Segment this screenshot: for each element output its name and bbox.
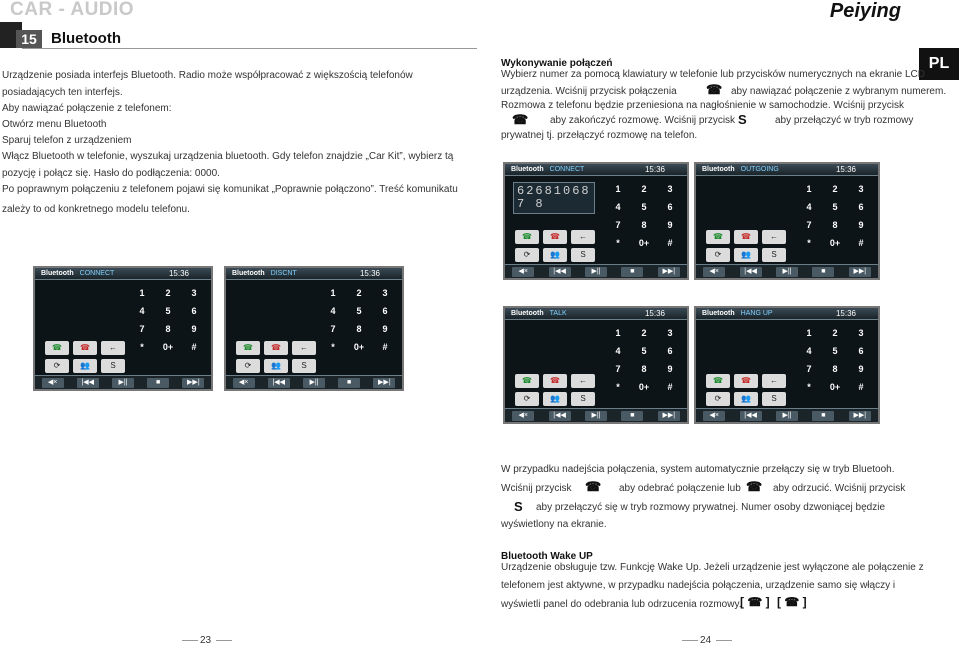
keypad-key[interactable]: 8 [832,364,838,374]
keypad-key[interactable]: 9 [667,220,673,230]
screen-status: TALK [549,310,567,317]
keypad-key[interactable]: * [616,238,620,248]
keypad-key[interactable]: 8 [641,364,647,374]
keypad-key[interactable]: 4 [330,306,336,316]
answer-call-icon[interactable]: ☎ [236,341,260,355]
keypad-key[interactable]: # [667,382,673,392]
private-mode-icon[interactable]: S [571,248,595,262]
screen-status: CONNECT [79,270,115,277]
keypad-key[interactable]: 3 [382,288,388,298]
keypad-key[interactable]: 7 [806,220,812,230]
refresh-icon[interactable]: ⟳ [706,392,730,406]
backspace-icon[interactable]: ← [292,341,316,355]
media-controls [226,375,402,389]
stop-icon[interactable]: ■ [621,267,643,277]
right-text-line: Rozmowa z telefonu będzie przeniesiona na nagłośnienie w samochodzie. Wciśnij przycisk [501,100,904,111]
screen-header [505,308,687,320]
keypad-key[interactable]: 4 [139,306,145,316]
keypad-key[interactable]: 0+ [829,238,841,248]
keypad [605,180,683,252]
media-controls [696,264,878,278]
play-pause-icon[interactable]: ▶|| [585,411,607,421]
screen-title: Bluetooth [41,270,74,277]
keypad-key[interactable]: * [807,382,811,392]
call-controls [706,374,796,406]
keypad-key[interactable]: 6 [382,306,388,316]
previous-icon[interactable]: |◀◀ [740,267,762,277]
keypad-key[interactable]: 1 [330,288,336,298]
keypad-key[interactable]: 2 [832,328,838,338]
phone-icon: ☎ [706,82,723,97]
contacts-icon[interactable]: 👥 [543,248,567,262]
screen-header [696,164,878,176]
keypad-key[interactable]: 5 [641,202,647,212]
keypad-key[interactable]: 3 [667,328,673,338]
refresh-icon[interactable]: ⟳ [45,359,69,373]
keypad-key[interactable]: # [667,238,673,248]
left-text-line: Urządzenie posiada interfejs Bluetooth. Radio może współpracować z większością telefonów [2,70,413,81]
mute-icon[interactable]: ◀× [42,378,64,388]
private-mode-icon[interactable]: S [571,392,595,406]
keypad-key[interactable]: 2 [641,328,647,338]
screen-status: HANG UP [740,310,773,317]
phone-icon: ☎ [512,112,529,127]
backspace-icon[interactable]: ← [571,230,595,244]
keypad [129,284,207,356]
keypad-key[interactable]: 6 [858,202,864,212]
phone-icon: [ ☎ ] [740,595,770,609]
keypad-key[interactable]: 1 [806,328,812,338]
keypad-key[interactable]: # [191,342,197,352]
keypad-key[interactable]: 4 [615,202,621,212]
play-pause-icon[interactable]: ▶|| [776,267,798,277]
page-rule [182,640,198,641]
screen-clock: 15:36 [168,269,189,278]
screen-title: Bluetooth [511,166,544,173]
private-mode-icon[interactable]: S [101,359,125,373]
screen-status: DISCNT [270,270,297,277]
call-controls [515,230,605,262]
page-number: 24 [700,635,712,645]
keypad-key[interactable]: * [616,382,620,392]
right-text-line: aby zakończyć rozmowę. Wciśnij przycisk [550,115,736,126]
stop-icon[interactable]: ■ [812,267,834,277]
brand-logo: Peiying [829,0,901,22]
play-pause-icon[interactable]: ▶|| [585,267,607,277]
keypad [320,284,398,356]
keypad-key[interactable]: 3 [667,184,673,194]
left-text-line: Po poprawnym połączeniu z telefonem pojawi się komunikat „Poprawnie połączono”. Treść komunikatu [2,184,458,195]
keypad-key[interactable]: 3 [191,288,197,298]
mute-icon[interactable]: ◀× [512,411,534,421]
refresh-icon[interactable]: ⟳ [706,248,730,262]
keypad-key[interactable]: 9 [858,220,864,230]
previous-icon[interactable]: |◀◀ [549,267,571,277]
right-text-line: wyświetli panel do odebrania lub odrzucenia rozmowy. [501,599,742,610]
section-title: Bluetooth [51,30,121,47]
call-controls [45,341,135,373]
contacts-icon[interactable]: 👥 [734,248,758,262]
left-text-line: Otwórz menu Bluetooth [2,119,107,130]
stop-icon[interactable]: ■ [621,411,643,421]
call-controls [706,230,796,262]
keypad-key[interactable]: 8 [165,324,171,334]
left-text-line: Sparuj telefon z urządzeniem [2,135,132,146]
hang-up-icon[interactable]: ☎ [734,230,758,244]
screen-header [505,164,687,176]
device-screen [694,306,880,424]
previous-icon[interactable]: |◀◀ [268,378,290,388]
previous-icon[interactable]: |◀◀ [740,411,762,421]
next-icon[interactable]: ▶▶| [373,378,395,388]
hang-up-icon[interactable]: ☎ [543,374,567,388]
keypad-key[interactable]: 1 [615,328,621,338]
keypad-key[interactable]: 0+ [829,382,841,392]
keypad [796,180,874,252]
keypad-key[interactable]: 9 [858,364,864,374]
device-screen [503,162,689,280]
contacts-icon[interactable]: 👥 [264,359,288,373]
right-text-line: aby odebrać połączenie lub [619,483,741,494]
keypad-key[interactable]: 1 [139,288,145,298]
hang-up-icon[interactable]: ☎ [264,341,288,355]
keypad-key[interactable]: 6 [191,306,197,316]
brand-title: CAR - AUDIO [10,0,135,20]
next-icon[interactable]: ▶▶| [658,411,680,421]
section-divider [22,48,477,49]
call-controls [515,374,605,406]
phone-icon: ☎ [585,479,602,494]
media-controls [505,408,687,422]
mute-icon[interactable]: ◀× [512,267,534,277]
keypad-key[interactable]: 2 [641,184,647,194]
keypad [605,324,683,396]
stop-icon[interactable]: ■ [338,378,360,388]
contacts-icon[interactable]: 👥 [543,392,567,406]
keypad-key[interactable]: 3 [858,328,864,338]
previous-icon[interactable]: |◀◀ [549,411,571,421]
keypad-key[interactable]: 1 [615,184,621,194]
answer-call-icon[interactable]: ☎ [515,230,539,244]
left-text-line: zależy to od konkretnego modelu telefonu. [2,204,190,215]
answer-call-icon[interactable]: ☎ [515,374,539,388]
keypad-key[interactable]: 7 [615,220,621,230]
device-screen [503,306,689,424]
media-controls [696,408,878,422]
keypad [796,324,874,396]
screen-clock: 15:36 [359,269,380,278]
wake-heading: Bluetooth Wake UP [501,551,593,562]
keypad-key[interactable]: 0+ [638,238,650,248]
page-rule [216,640,232,641]
right-text-line: aby przełączyć się w tryb rozmowy prywatnej. Numer osoby dzwoniącej będzie [536,502,886,513]
screen-title: Bluetooth [702,166,735,173]
keypad-key[interactable]: 4 [806,346,812,356]
right-text-line: urządzenia. Wciśnij przycisk połączenia [501,86,677,97]
private-mode-icon: S [738,112,747,127]
screen-status: OUTGOING [740,166,779,173]
screen-clock: 15:36 [835,309,856,318]
private-mode-icon: S [514,499,523,514]
keypad-key[interactable]: 2 [165,288,171,298]
keypad-key[interactable]: 8 [356,324,362,334]
answer-call-icon[interactable]: ☎ [706,374,730,388]
keypad-key[interactable]: 1 [806,184,812,194]
refresh-icon[interactable]: ⟳ [515,392,539,406]
hang-up-icon[interactable]: ☎ [73,341,97,355]
keypad-key[interactable]: 5 [832,202,838,212]
keypad-key[interactable]: * [331,342,335,352]
contacts-icon[interactable]: 👥 [734,392,758,406]
device-screen [33,266,213,391]
media-controls [505,264,687,278]
mute-icon[interactable]: ◀× [703,267,725,277]
keypad-key[interactable]: 7 [330,324,336,334]
refresh-icon[interactable]: ⟳ [236,359,260,373]
keypad-key[interactable]: # [858,382,864,392]
right-text-line: Wciśnij przycisk [501,483,572,494]
right-text-line: Wybierz numer za pomocą klawiatury w telefonie lub przycisków numerycznych na ekranie LCD [501,69,925,80]
keypad-key[interactable]: 9 [382,324,388,334]
phone-icon: [ ☎ ] [777,595,807,609]
answer-call-icon[interactable]: ☎ [45,341,69,355]
left-text-line: Włącz Bluetooth w telefonie, wyszukaj urządzenia bluetooth. Gdy telefon znajdzie „Car Kit”, wybierz tą [2,151,454,162]
mute-icon[interactable]: ◀× [703,411,725,421]
keypad-key[interactable]: 4 [615,346,621,356]
screen-header [226,268,402,280]
backspace-icon[interactable]: ← [762,230,786,244]
keypad-key[interactable]: * [807,238,811,248]
next-icon[interactable]: ▶▶| [849,411,871,421]
backspace-icon[interactable]: ← [762,374,786,388]
keypad-key[interactable]: 6 [667,346,673,356]
keypad-key[interactable]: 7 [615,364,621,374]
play-pause-icon[interactable]: ▶|| [112,378,134,388]
right-text-line: aby odrzucić. Wciśnij przycisk [773,483,906,494]
media-controls [35,375,211,389]
hang-up-icon[interactable]: ☎ [734,374,758,388]
play-pause-icon[interactable]: ▶|| [303,378,325,388]
left-text-line: pozycję i połącz się. Hasło do podłączenia: 0000. [2,168,220,179]
keypad-key[interactable]: 2 [356,288,362,298]
right-text-line: aby przełączyć w tryb rozmowy [775,115,914,126]
keypad-key[interactable]: # [382,342,388,352]
keypad-key[interactable]: # [858,238,864,248]
screen-title: Bluetooth [702,310,735,317]
previous-icon[interactable]: |◀◀ [77,378,99,388]
keypad-key[interactable]: 8 [641,220,647,230]
keypad-key[interactable]: 9 [191,324,197,334]
refresh-icon[interactable]: ⟳ [515,248,539,262]
backspace-icon[interactable]: ← [571,374,595,388]
section-number: 15 [16,30,42,48]
screen-header [696,308,878,320]
keypad-key[interactable]: 3 [858,184,864,194]
backspace-icon[interactable]: ← [101,341,125,355]
keypad-key[interactable]: 5 [832,346,838,356]
page-rule [682,640,698,641]
screen-title: Bluetooth [511,310,544,317]
keypad-key[interactable]: 2 [832,184,838,194]
keypad-key[interactable]: 0+ [162,342,174,352]
next-icon[interactable]: ▶▶| [182,378,204,388]
device-screen [694,162,880,280]
right-text-line: W przypadku nadejścia połączenia, system automatycznie przełączy się w tryb Bluetooh. [501,464,895,475]
keypad-key[interactable]: 9 [667,364,673,374]
page-number: 23 [200,635,212,645]
keypad-key[interactable]: 7 [139,324,145,334]
right-text-line: wyświetlony na ekranie. [501,519,607,530]
keypad-key[interactable]: 0+ [353,342,365,352]
keypad-key[interactable]: * [140,342,144,352]
private-mode-icon[interactable]: S [762,392,786,406]
play-pause-icon[interactable]: ▶|| [776,411,798,421]
device-screen [224,266,404,391]
screen-title: Bluetooth [232,270,265,277]
keypad-key[interactable]: 8 [832,220,838,230]
right-text-line: Urządzenie obsługuje tzw. Funkcję Wake Up. Jeżeli urządzenie jest wyłączone ale połączenie z [501,562,924,573]
screen-clock: 15:36 [835,165,856,174]
screen-clock: 15:36 [644,309,665,318]
next-icon[interactable]: ▶▶| [849,267,871,277]
keypad-key[interactable]: 4 [806,202,812,212]
keypad-key[interactable]: 7 [806,364,812,374]
language-badge: PL [919,48,959,80]
hang-up-icon[interactable]: ☎ [543,230,567,244]
right-text-line: prywatnej tj. przełączyć rozmowę na telefon. [501,130,698,141]
mute-icon[interactable]: ◀× [233,378,255,388]
number-display: 626810687 8 [513,182,595,214]
screen-status: CONNECT [549,166,585,173]
private-mode-icon[interactable]: S [762,248,786,262]
keypad-key[interactable]: 5 [641,346,647,356]
answer-call-icon[interactable]: ☎ [706,230,730,244]
contacts-icon[interactable]: 👥 [73,359,97,373]
private-mode-icon[interactable]: S [292,359,316,373]
phone-icon: ☎ [746,479,763,494]
keypad-key[interactable]: 0+ [638,382,650,392]
page-rule [716,640,732,641]
keypad-key[interactable]: 5 [356,306,362,316]
keypad-key[interactable]: 5 [165,306,171,316]
stop-icon[interactable]: ■ [147,378,169,388]
screen-clock: 15:36 [644,165,665,174]
call-controls [236,341,326,373]
keypad-key[interactable]: 6 [858,346,864,356]
keypad-key[interactable]: 6 [667,202,673,212]
left-text-line: Aby nawiązać połączenie z telefonem: [2,103,172,114]
stop-icon[interactable]: ■ [812,411,834,421]
screen-header [35,268,211,280]
right-text-line: aby nawiązać połączenie z wybranym numerem. [731,86,947,97]
next-icon[interactable]: ▶▶| [658,267,680,277]
calls-heading: Wykonywanie połączeń [501,58,613,69]
right-text-line: telefonem jest aktywne, w przypadku nadejścia połączenia, urządzenie samo się włączy i [501,580,896,591]
left-text-line: posiadających ten interfejs. [2,87,123,98]
